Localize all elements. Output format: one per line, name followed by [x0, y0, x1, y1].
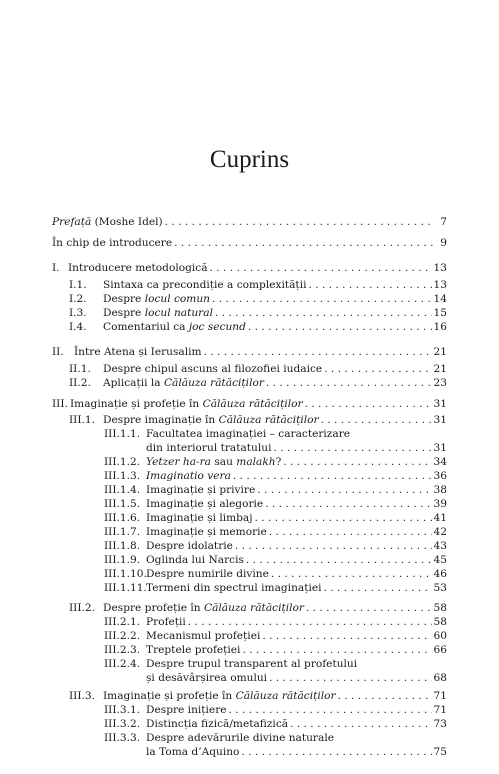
- toc-entry-label: și desăvârșirea omului: [146, 672, 268, 684]
- dot-leader: [246, 554, 432, 567]
- toc-entry[interactable]: [52, 398, 447, 411]
- toc-entry-page: 41: [433, 512, 447, 524]
- toc-entry-page: 60: [433, 630, 447, 642]
- toc-entry[interactable]: [52, 346, 447, 359]
- toc-entry-page: 71: [433, 690, 447, 702]
- toc-entry-page: 39: [433, 498, 447, 510]
- toc-entry-number: III.1.6.: [104, 512, 141, 524]
- toc-entry-page: 21: [433, 363, 447, 375]
- toc-entry[interactable]: [104, 704, 447, 717]
- dot-leader: [269, 526, 432, 539]
- toc-entry-page: 15: [433, 307, 447, 319]
- toc-entry-label: la Toma d’Aquino: [146, 746, 240, 758]
- toc-entry[interactable]: [69, 321, 447, 334]
- toc-entry[interactable]: [104, 672, 447, 685]
- dot-leader: [242, 644, 431, 657]
- toc-entry[interactable]: [69, 307, 447, 320]
- dot-leader: [215, 307, 432, 320]
- toc-entry[interactable]: [69, 602, 447, 615]
- toc-entry-number: I.4.: [69, 321, 87, 333]
- toc-entry-number: II.: [52, 346, 64, 358]
- toc-entry[interactable]: [104, 470, 447, 483]
- dot-leader: [165, 216, 433, 229]
- toc-entry[interactable]: [104, 746, 447, 759]
- toc-entry-number: III.1.10.: [104, 568, 147, 580]
- toc-entry-page: 36: [433, 470, 447, 482]
- toc-entry-label: Facultatea imaginației – caracterizare: [146, 428, 351, 440]
- toc-entry-number: III.: [52, 398, 68, 410]
- toc-entry-label: Imaginație și profeție în Călăuza rătăciților: [70, 398, 303, 410]
- toc-entry[interactable]: [69, 279, 447, 292]
- dot-leader: [204, 346, 432, 359]
- toc-entry-page: 31: [433, 398, 447, 410]
- toc-entry-label: În chip de introducere: [52, 237, 173, 249]
- toc-entry-number: III.1.9.: [104, 554, 141, 566]
- toc-entry-page: 71: [433, 704, 447, 716]
- toc-entry-label: Yetzer ha-ra sau malakh?: [146, 456, 282, 468]
- dot-leader: [266, 377, 432, 390]
- toc-entry-number: III.1.2.: [104, 456, 141, 468]
- toc-entry-label: Despre locul natural: [103, 307, 213, 319]
- toc-entry-number: III.2.2.: [104, 630, 141, 642]
- toc-entry-label: Oglinda lui Narcis: [146, 554, 244, 566]
- dot-leader: [269, 672, 431, 685]
- toc-entry-label: Comentariul ca joc secund: [103, 321, 246, 333]
- toc-entry-page: 13: [433, 262, 447, 274]
- toc-entry-label: Imaginatio vera: [146, 470, 231, 482]
- toc-entry-label: Despre locul comun: [103, 293, 210, 305]
- dot-leader: [283, 456, 431, 469]
- toc-entry-label: Imaginație și limbaj: [146, 512, 253, 524]
- page-title: Cuprins: [209, 146, 290, 173]
- toc-entry-number: I.1.: [69, 279, 87, 291]
- dot-leader: [241, 746, 431, 759]
- toc-entry[interactable]: [52, 216, 447, 229]
- toc-entry-label: Despre numirile divine: [146, 568, 269, 580]
- toc-entry-label: Prefață (Moshe Idel): [52, 216, 163, 228]
- toc-entry-number: III.1.4.: [104, 484, 141, 496]
- dot-leader: [188, 616, 432, 629]
- toc-entry-page: 58: [433, 602, 447, 614]
- toc-entry[interactable]: [69, 363, 447, 376]
- toc-entry[interactable]: [104, 616, 447, 629]
- dot-leader: [212, 293, 432, 306]
- toc-entry-page: 46: [433, 568, 447, 580]
- toc-entry-label: Profeții: [146, 616, 186, 628]
- dot-leader: [290, 718, 431, 731]
- dot-leader: [233, 470, 432, 483]
- dot-leader: [321, 414, 432, 427]
- dot-leader: [324, 363, 431, 376]
- toc-entry-label: Despre profeție în Călăuza rătăciților: [103, 602, 304, 614]
- dot-leader: [262, 630, 431, 643]
- toc-entry-number: III.1.3.: [104, 470, 141, 482]
- toc-entry[interactable]: [69, 414, 447, 427]
- toc-entry-page: 53: [433, 582, 447, 594]
- toc-entry-number: III.2.1.: [104, 616, 141, 628]
- dot-leader: [248, 321, 432, 334]
- dot-leader: [235, 540, 432, 553]
- toc-entry-number: III.1.7.: [104, 526, 141, 538]
- toc-entry-page: 43: [433, 540, 447, 552]
- dot-leader: [229, 704, 432, 717]
- toc-entry-number: I.2.: [69, 293, 87, 305]
- toc-entry[interactable]: [104, 442, 447, 455]
- toc-entry-label: Aplicații la Călăuza rătăciților: [103, 377, 264, 389]
- toc-entry-page: 7: [440, 216, 447, 228]
- toc-entry-page: 23: [433, 377, 447, 389]
- toc-entry-page: 38: [433, 484, 447, 496]
- toc-entry[interactable]: [104, 554, 447, 567]
- toc-entry-page: 75: [433, 746, 447, 758]
- toc-entry-number: III.3.2.: [104, 718, 141, 730]
- toc-entry[interactable]: [69, 293, 447, 306]
- toc-entry-number: III.1.5.: [104, 498, 141, 510]
- toc-entry-label: Despre trupul transparent al profetului: [146, 658, 358, 670]
- toc-entry-page: 14: [433, 293, 447, 305]
- toc-entry[interactable]: [69, 377, 447, 390]
- toc-entry-label: Între Atena și Ierusalim: [74, 346, 202, 358]
- dot-leader: [174, 237, 433, 250]
- toc-entry[interactable]: [104, 582, 447, 595]
- toc-entry-label: Imaginație și memorie: [146, 526, 267, 538]
- toc-entry[interactable]: [104, 512, 447, 525]
- dot-leader: [210, 262, 432, 275]
- toc-entry-label: Despre idolatrie: [146, 540, 233, 552]
- toc-entry-label: Despre adevărurile divine naturale: [146, 732, 334, 744]
- toc-entry-number: III.1.1.: [104, 428, 141, 440]
- dot-leader: [338, 690, 432, 703]
- toc-entry-number: III.3.3.: [104, 732, 141, 744]
- toc-entry-first-line[interactable]: [104, 732, 334, 744]
- dot-leader: [273, 442, 431, 455]
- toc-entry-page: 73: [433, 718, 447, 730]
- toc-entry[interactable]: [104, 484, 447, 497]
- toc-entry-number: III.1.: [69, 414, 96, 426]
- toc-entry-page: 42: [433, 526, 447, 538]
- toc-entry-label: din interiorul tratatului: [146, 442, 272, 454]
- dot-leader: [257, 484, 431, 497]
- dot-leader: [306, 602, 432, 615]
- toc-entry[interactable]: [52, 237, 447, 250]
- toc-entry-number: II.2.: [69, 377, 91, 389]
- toc-entry-page: 58: [433, 616, 447, 628]
- toc-entry-number: III.3.: [69, 690, 96, 702]
- toc-entry[interactable]: [69, 690, 447, 703]
- toc-entry[interactable]: [104, 498, 447, 511]
- dot-leader: [308, 279, 431, 292]
- toc-entry[interactable]: [104, 526, 447, 539]
- toc-entry-page: 66: [433, 644, 447, 656]
- toc-entry-page: 45: [433, 554, 447, 566]
- toc-entry-number: I.: [52, 262, 60, 274]
- toc-entry-label: Mecanismul profeției: [146, 630, 261, 642]
- toc-entry-label: Introducere metodologică: [68, 262, 208, 274]
- toc-entry[interactable]: [104, 456, 447, 469]
- toc-entry-label: Sintaxa ca precondiție a complexității: [103, 279, 307, 291]
- dot-leader: [305, 398, 432, 411]
- toc-entry[interactable]: [104, 644, 447, 657]
- toc-entry-number: I.3.: [69, 307, 87, 319]
- toc-entry-number: III.2.4.: [104, 658, 141, 670]
- toc-entry-page: 13: [433, 279, 447, 291]
- toc-entry-page: 34: [433, 456, 447, 468]
- toc-entry-number: III.3.1.: [104, 704, 141, 716]
- dot-leader: [271, 568, 432, 581]
- toc-entry-number: II.1.: [69, 363, 91, 375]
- toc-entry-first-line[interactable]: [104, 428, 350, 440]
- dot-leader: [255, 512, 432, 525]
- toc-entry-label: Imaginație și privire: [146, 484, 256, 496]
- toc-entry-page: 31: [433, 442, 447, 454]
- toc-entry[interactable]: [104, 540, 447, 553]
- toc-entry-label: Despre chipul ascuns al filozofiei iudaice: [103, 363, 323, 375]
- toc-entry[interactable]: [104, 630, 447, 643]
- toc-entry-label: Treptele profeției: [146, 644, 241, 656]
- dot-leader: [265, 498, 431, 511]
- toc-entry-page: 31: [433, 414, 447, 426]
- dot-leader: [324, 582, 432, 595]
- toc-entry-label: Imaginație și alegorie: [146, 498, 264, 510]
- toc-entry-label: Despre inițiere: [146, 704, 227, 716]
- toc-entry[interactable]: [104, 718, 447, 731]
- toc-entry-number: III.2.3.: [104, 644, 141, 656]
- toc-entry-page: 21: [433, 346, 447, 358]
- toc-entry-label: Distincția fizică/metafizică: [146, 718, 289, 730]
- toc-entry-label: Imaginație și profeție în Călăuza rătăciților: [103, 690, 336, 702]
- toc-entry-page: 68: [433, 672, 447, 684]
- toc-entry-number: III.1.8.: [104, 540, 141, 552]
- toc-entry-number: III.1.11.: [104, 582, 147, 594]
- toc-entry-page: 16: [433, 321, 447, 333]
- toc-entry-number: III.2.: [69, 602, 96, 614]
- toc-entry[interactable]: [104, 568, 447, 581]
- toc-entry-page: 9: [440, 237, 447, 249]
- toc-entry-label: Despre imaginație în Călăuza rătăciților: [103, 414, 319, 426]
- toc-entry[interactable]: [52, 262, 447, 275]
- toc-entry-first-line[interactable]: [104, 658, 357, 670]
- toc-entry-label: Termeni din spectrul imaginației: [146, 582, 322, 594]
